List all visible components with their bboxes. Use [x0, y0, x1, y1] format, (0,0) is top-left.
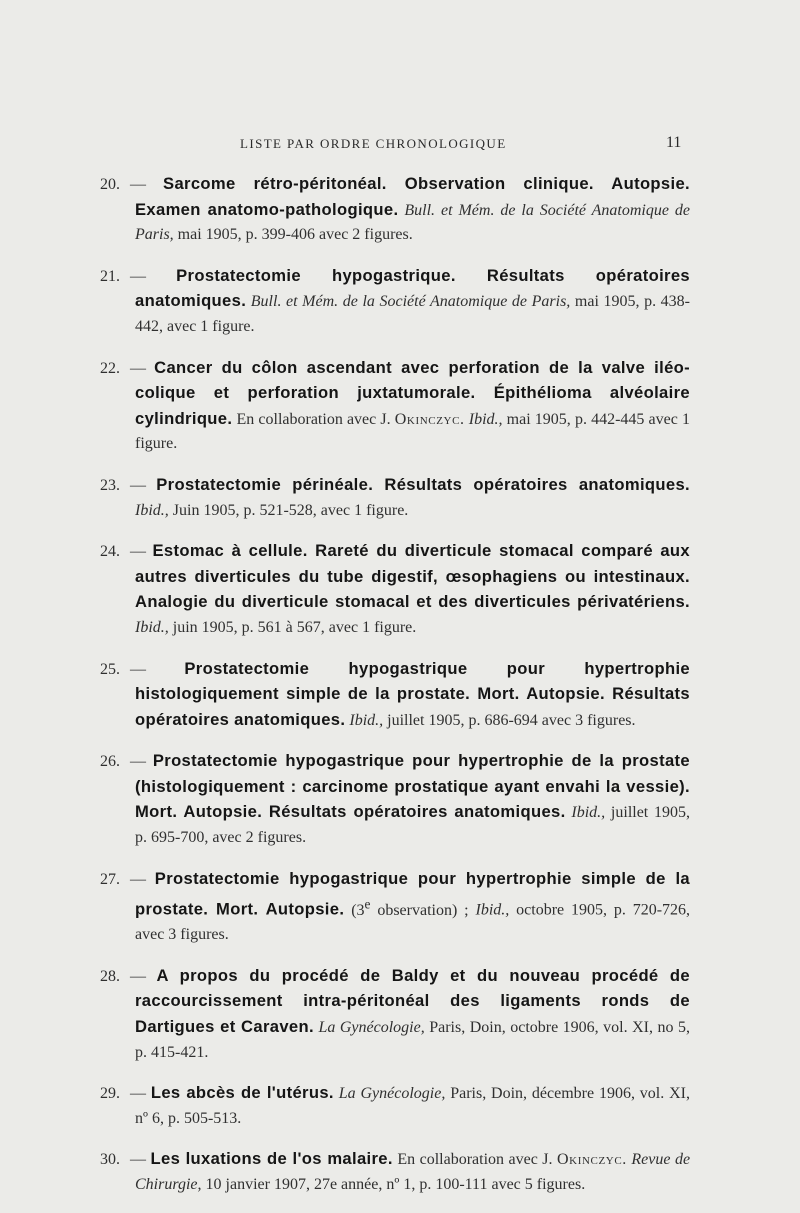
entry-title: Estomac à cellule. Rareté du diverticule stomacal comparé aux autres diverticules du tube digestif, œsophagiens ou intestinaux. Analogie du diverticule stomacal et des diverticules périvatériens. [135, 541, 690, 612]
bibliography-entry-21 [100, 264, 690, 340]
bibliography-list [100, 172, 690, 1205]
entry-dash: — [130, 1151, 146, 1169]
entry-details: octobre 1905, p. 720-726, avec 3 figures. [135, 901, 691, 944]
entry-journal: Ibid., [571, 804, 606, 822]
entry-number: 27. [100, 870, 120, 888]
entry-observation-text: observation) ; [377, 901, 469, 919]
entry-number: 24. [100, 543, 120, 561]
entry-collaboration: En collaboration avec J. [397, 1151, 553, 1169]
entry-title: A propos du procédé de Baldy et du nouveau procédé de raccourcissement intra-péritonéal des ligaments ronds de Dartigues et Caraven. [135, 965, 691, 1036]
entry-journal: Ibid., [475, 901, 510, 919]
entry-journal: Ibid., [349, 711, 384, 729]
entry-number: 30. [100, 1151, 120, 1169]
entry-dash: — [130, 543, 146, 561]
entry-title: Prostatectomie périnéale. Résultats opératoires anatomiques. [156, 474, 690, 494]
running-title: LISTE PAR ORDRE CHRONOLOGIQUE [240, 136, 507, 151]
entry-number: 26. [100, 753, 120, 771]
entry-title: Cancer du côlon ascendant avec perforation de la valve iléo-colique et perforation juxtatumorale. Épithélioma alvéolaire cylindrique. [135, 357, 691, 428]
entry-number: 20. [100, 176, 120, 193]
entry-number: 28. [100, 967, 120, 985]
entry-details: 10 janvier 1907, 27e année, nº 1, p. 100-111 avec 5 figures. [205, 1175, 586, 1193]
entry-title: Prostatectomie hypogastrique pour hypertrophie simple de la prostate. Mort. Autopsie. [135, 868, 691, 919]
entry-collaboration: En collaboration avec J. [236, 410, 391, 428]
entry-number: 29. [100, 1085, 120, 1103]
bibliography-entry-27 [100, 867, 690, 948]
entry-dash: — [130, 660, 146, 678]
bibliography-entry-29 [100, 1081, 690, 1131]
entry-number: 21. [100, 267, 120, 285]
bibliography-entry-22 [100, 356, 690, 457]
entry-journal: Bull. et Mém. de la Société Anatomique de Paris, [250, 293, 571, 311]
entry-details: juin 1905, p. 561 à 567, avec 1 figure. [172, 618, 417, 636]
entry-number: 23. [100, 476, 120, 494]
entry-details: juillet 1905, p. 695-700, avec 2 figures. [135, 804, 691, 847]
entry-journal: La Gynécologie, [338, 1085, 446, 1103]
bibliography-entry-25 [100, 657, 690, 734]
entry-title: Sarcome rétro-péritonéal. Observation clinique. Autopsie. Examen anatomo-pathologique. [135, 174, 690, 219]
entry-details: Paris, Doin, octobre 1906, vol. XI, no 5, p. 415-421. [135, 1018, 691, 1061]
entry-observation-number: 3 [356, 901, 365, 919]
bibliography-entry-26 [100, 749, 690, 850]
entry-dash: — [130, 176, 146, 193]
entry-dash: — [130, 476, 146, 494]
entry-observation-suffix: e [364, 896, 371, 912]
entry-details: juillet 1905, p. 686-694 avec 3 figures. [387, 711, 636, 729]
bibliography-entry-24 [100, 539, 690, 640]
entry-journal: La Gynécologie, [318, 1018, 425, 1036]
entry-journal: Ibid., [135, 501, 169, 519]
entry-details: mai 1905, p. 442-445 avec 1 figure. [135, 410, 690, 453]
entry-journal: Revue de Chirurgie, [135, 1151, 691, 1193]
entry-journal: Ibid., [135, 618, 169, 636]
bibliography-entry-23 [100, 473, 690, 523]
entry-observation: (3e observation) ; [351, 896, 469, 919]
entry-title: Prostatectomie hypogastrique pour hypertrophie de la prostate (histologiquement : carcinome prostatique ayant envahi la vessie). Mort. Autopsie. Résultats opératoires anatomiques. [135, 751, 691, 822]
entry-details: Juin 1905, p. 521-528, avec 1 figure. [172, 501, 409, 519]
entry-title: Prostatectomie hypogastrique pour hypertrophie histologiquement simple de la prostate. Mort. Autopsie. Résultats opératoires anatomiques. [135, 658, 690, 729]
entry-number: 22. [100, 359, 120, 377]
entry-dash: — [130, 967, 146, 985]
entry-journal: Bull. et Mém. de la Société Anatomique de Paris, [135, 201, 690, 244]
entry-details: mai 1905, p. 438-442, avec 1 figure. [135, 293, 691, 335]
bibliography-entry-28 [100, 964, 690, 1065]
entry-details: mai 1905, p. 399-406 avec 2 figures. [177, 226, 413, 244]
entry-collaborator-name: Okinczyc. [394, 410, 465, 428]
page-number: 11 [666, 134, 682, 151]
entry-title: Les abcès de l'utérus. [150, 1083, 334, 1103]
entry-title: Les luxations de l'os malaire. [150, 1149, 393, 1169]
entry-number: 25. [100, 660, 120, 678]
running-head [0, 134, 800, 158]
entry-journal: Ibid., [468, 410, 503, 428]
entry-dash: — [130, 1085, 146, 1103]
entry-dash: — [130, 753, 146, 771]
entry-collaborator-name: Okinczyc. [557, 1151, 627, 1169]
entry-dash: — [130, 267, 146, 285]
entry-dash: — [130, 359, 146, 377]
bibliography-entry-30 [100, 1147, 690, 1197]
entry-title: Prostatectomie hypogastrique. Résultats opératoires anatomiques. [135, 265, 690, 311]
entry-dash: — [130, 870, 146, 888]
entry-details: Paris, Doin, décembre 1906, vol. XI, nº 6, p. 505-513. [135, 1085, 690, 1127]
bibliography-entry-20 [100, 172, 690, 248]
